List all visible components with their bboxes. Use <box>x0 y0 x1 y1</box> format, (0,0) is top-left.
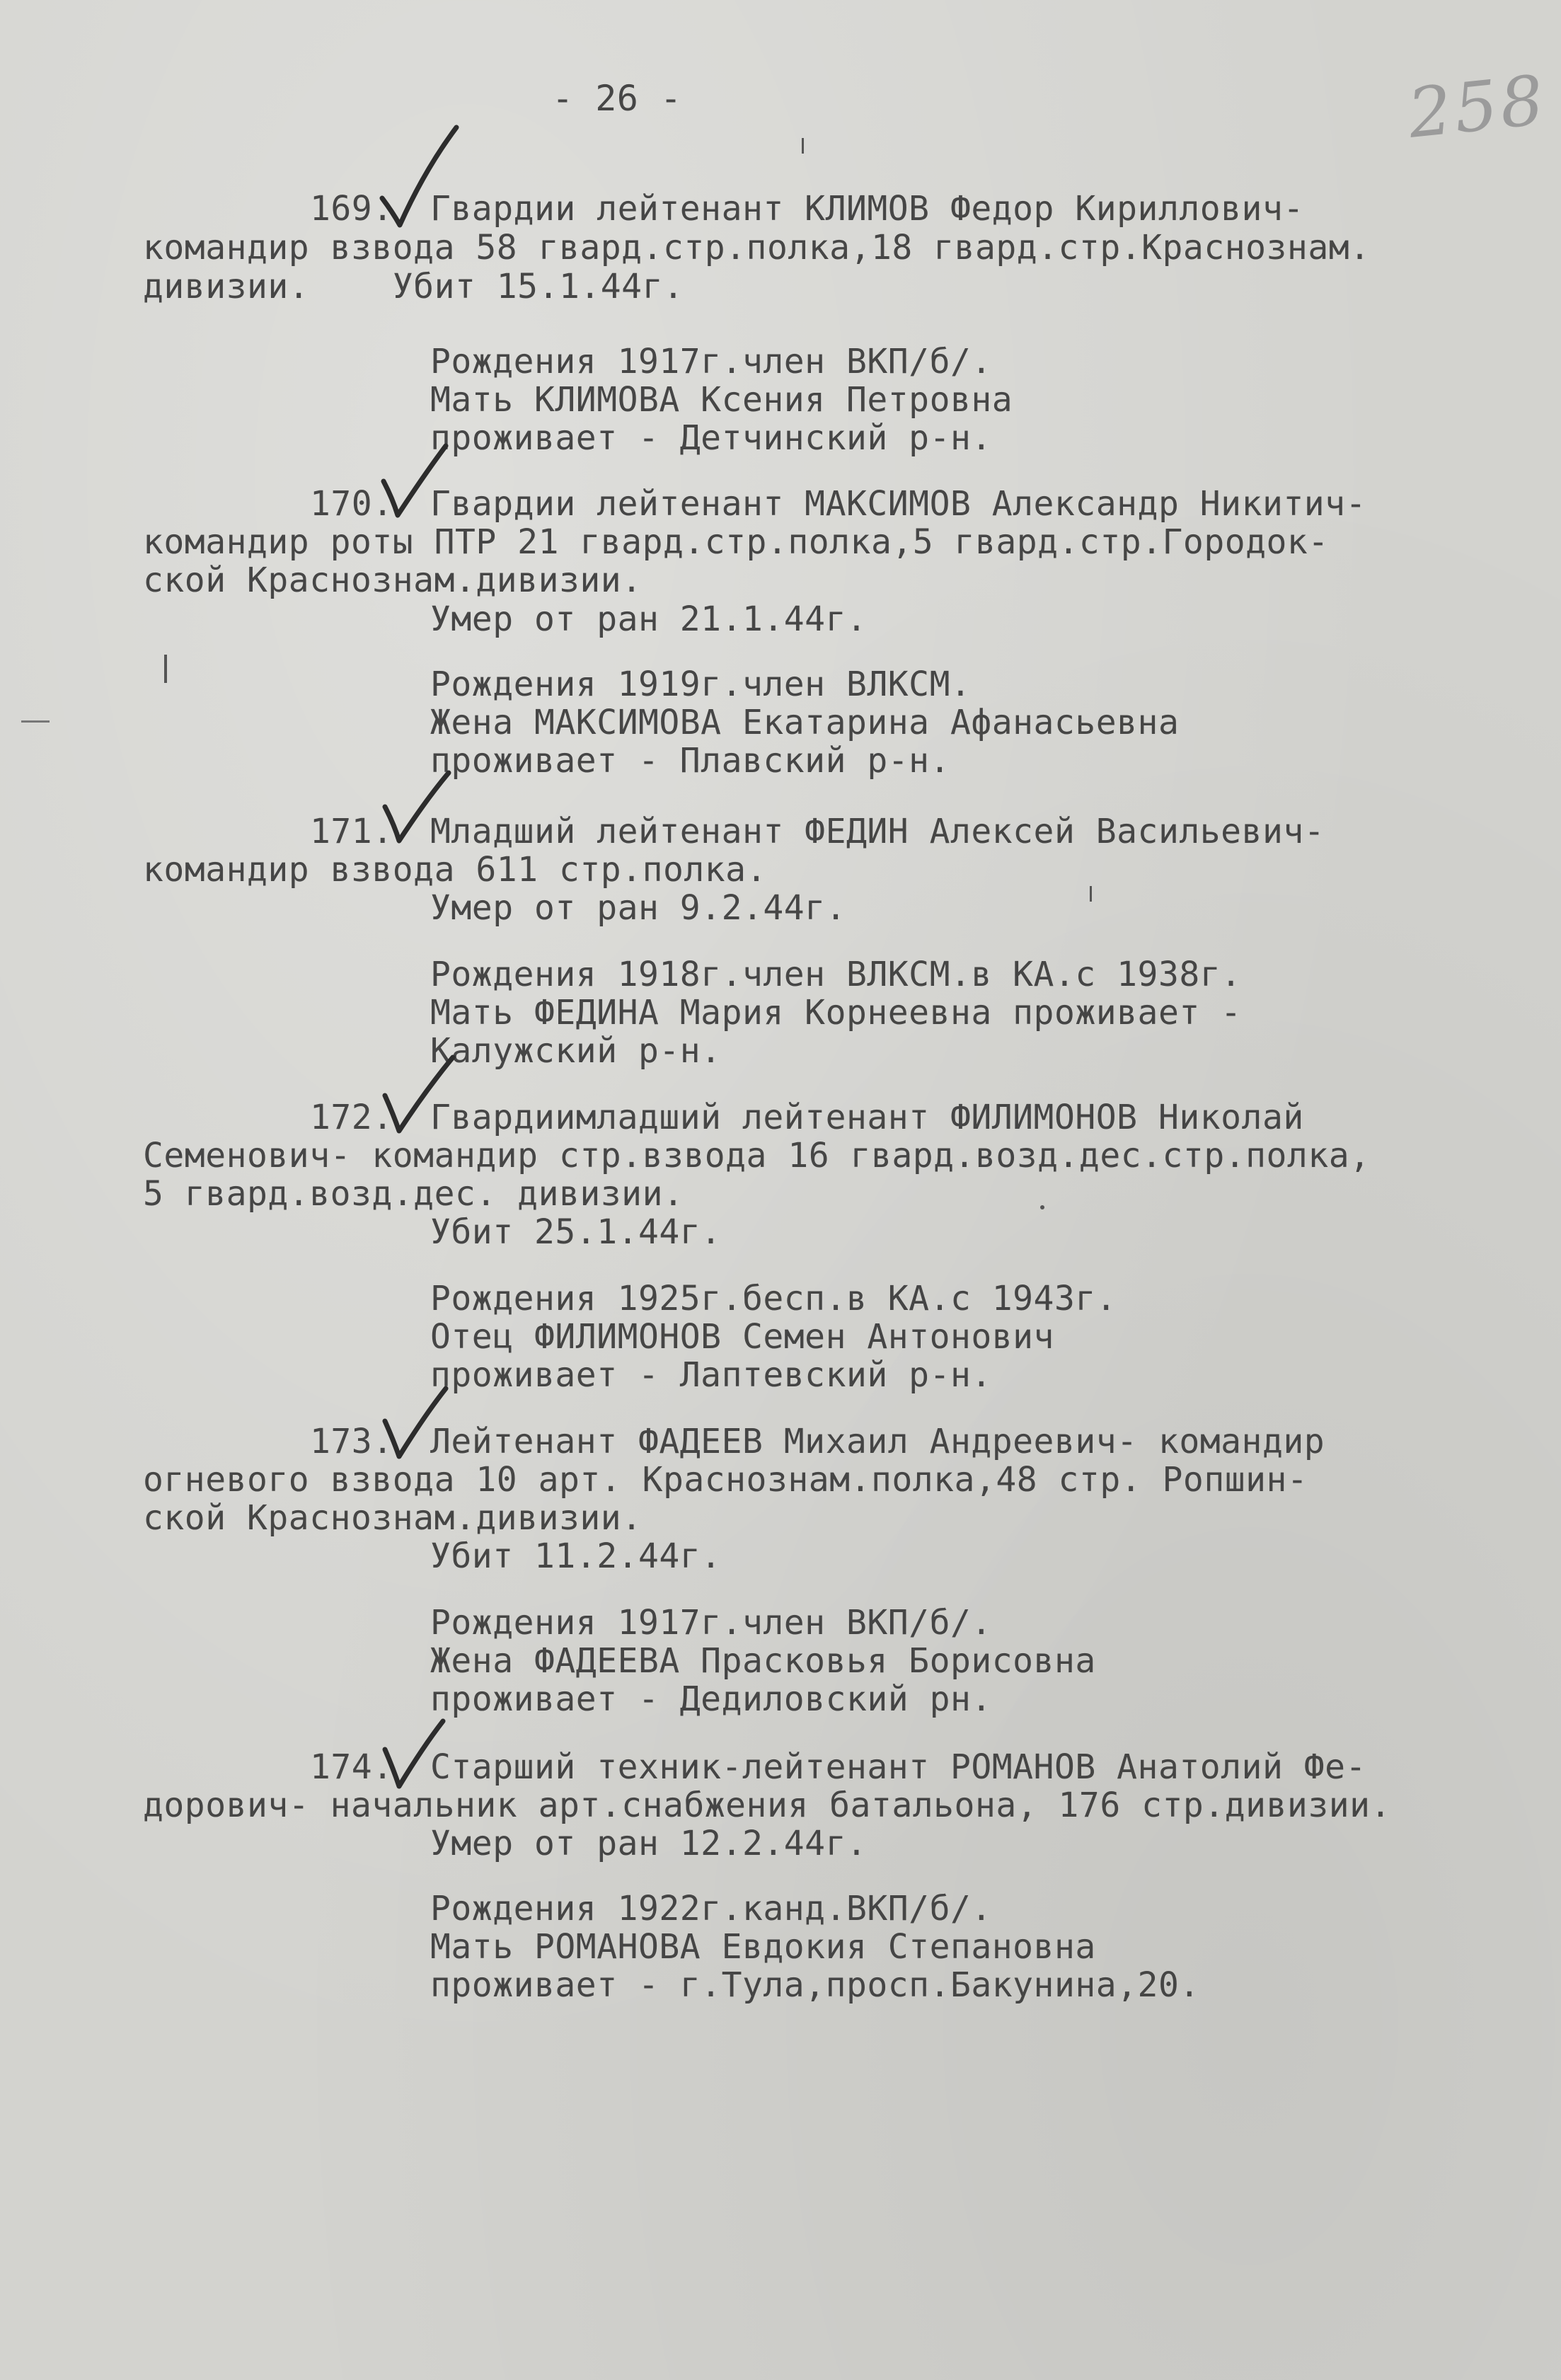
entry-text-line: Старший техник-лейтенант РОМАНОВ Анатолий Фе- <box>430 1747 1366 1787</box>
entry-detail-line: проживает - Дедиловский рн. <box>430 1679 992 1719</box>
entry-text-line: Лейтенант ФАДЕЕВ Михаил Андреевич- командир <box>430 1422 1325 1461</box>
entry-number: 172. <box>310 1098 393 1137</box>
entry-text-line: дивизии. Убит 15.1.44г. <box>143 267 684 306</box>
entry-text-line: командир взвода 58 гвард.стр.полка,18 гвард.стр.Краснознам. <box>143 228 1371 268</box>
entry-text-line: Гвардии лейтенант КЛИМОВ Федор Кириллович- <box>430 189 1304 229</box>
entry-number: 171. <box>310 812 393 851</box>
entry-text-line: Гвардии лейтенант МАКСИМОВ Александр Никитич- <box>430 484 1366 524</box>
entry-detail-line: Мать РОМАНОВА Евдокия Степановна <box>430 1927 1096 1967</box>
entry-detail-line: Калужский р-н. <box>430 1031 722 1071</box>
entry-number: 173. <box>310 1422 393 1461</box>
stray-mark <box>164 655 167 683</box>
entry-number: 169. <box>310 189 393 229</box>
stray-mark <box>1090 886 1092 902</box>
entry-text-line: Убит 11.2.44г. <box>430 1536 722 1576</box>
entry-detail-line: Рождения 1917г.член ВКП/б/. <box>430 342 992 381</box>
entry-text-line: ской Краснознам.дивизии. <box>143 560 643 600</box>
entry-detail-line: Жена МАКСИМОВА Екатарина Афанасьевна <box>430 703 1180 742</box>
stray-mark <box>1040 1205 1044 1209</box>
checkmark-icon <box>369 764 468 849</box>
entry-text-line: Умер от ран 12.2.44г. <box>430 1824 868 1863</box>
entry-text-line: Умер от ран 9.2.44г. <box>430 888 846 928</box>
entry-text-line: командир роты ПТР 21 гвард.стр.полка,5 гвард.стр.Городок- <box>143 522 1329 562</box>
stray-mark <box>21 720 50 723</box>
entry-detail-line: Отец ФИЛИМОНОВ Семен Антонович <box>430 1317 1054 1357</box>
entry-text-line: ской Краснознам.дивизии. <box>143 1498 643 1538</box>
entry-text-line: Семенович- командир стр.взвода 16 гвард.возд.дес.стр.полка, <box>143 1136 1371 1175</box>
stray-mark <box>802 138 804 154</box>
entry-text-line: Младший лейтенант ФЕДИН Алексей Васильевич- <box>430 812 1325 851</box>
checkmark-icon <box>369 1047 468 1139</box>
entry-number: 170. <box>310 484 393 524</box>
checkmark-icon <box>368 439 467 524</box>
checkmark-icon <box>368 120 467 234</box>
entry-number: 174. <box>310 1747 393 1787</box>
entry-detail-line: Рождения 1922г.канд.ВКП/б/. <box>430 1889 992 1928</box>
entry-detail-line: Рождения 1917г.член ВКП/б/. <box>430 1603 992 1643</box>
entry-text-line: дорович- начальник арт.снабжения батальона, 176 стр.дивизии. <box>143 1786 1391 1825</box>
entry-text-line: 5 гвард.возд.дес. дивизии. <box>143 1174 684 1214</box>
entry-text-line: Гвардиимладший лейтенант ФИЛИМОНОВ Николай <box>430 1098 1304 1137</box>
checkmark-icon <box>369 1713 468 1798</box>
entry-detail-line: Рождения 1925г.бесп.в КА.с 1943г. <box>430 1279 1117 1318</box>
entry-detail-line: проживает - Плавский р-н. <box>430 741 950 781</box>
entry-text-line: командир взвода 611 стр.полка. <box>143 850 767 890</box>
entry-text-line: огневого взвода 10 арт. Краснознам.полка,48 стр. Ропшин- <box>143 1460 1308 1500</box>
entry-detail-line: Рождения 1918г.член ВЛКСМ.в КА.с 1938г. <box>430 955 1242 994</box>
checkmark-icon <box>369 1380 468 1465</box>
entry-detail-line: проживает - Детчинский р-н. <box>430 418 992 458</box>
entry-detail-line: Жена ФАДЕЕВА Прасковья Борисовна <box>430 1641 1096 1681</box>
page-number: - 26 - <box>552 78 682 119</box>
entry-detail-line: проживает - г.Тула,просп.Бакунина,20. <box>430 1965 1200 2005</box>
entry-text-line: Умер от ран 21.1.44г. <box>430 599 868 639</box>
entry-text-line: Убит 25.1.44г. <box>430 1212 722 1252</box>
entry-detail-line: Мать ФЕДИНА Мария Корнеевна проживает - <box>430 993 1242 1033</box>
archive-number-stamp: 258 <box>1404 60 1550 154</box>
entry-detail-line: проживает - Лаптевский р-н. <box>430 1355 992 1395</box>
entry-detail-line: Рождения 1919г.член ВЛКСМ. <box>430 665 972 704</box>
entry-detail-line: Мать КЛИМОВА Ксения Петровна <box>430 380 1013 420</box>
